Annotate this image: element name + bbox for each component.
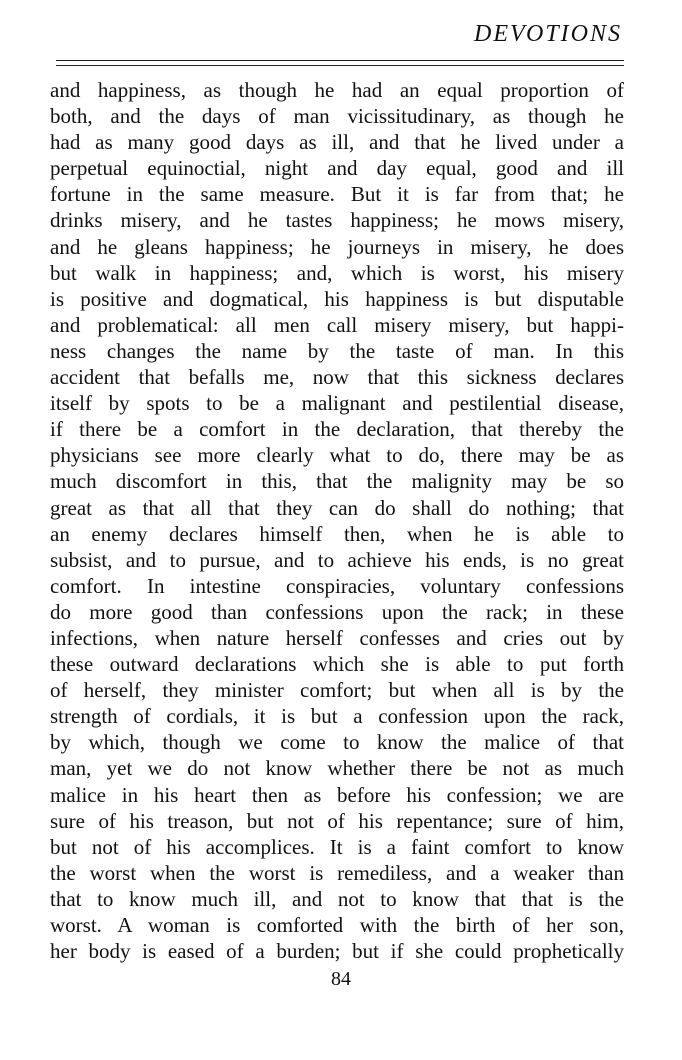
text-line: comfort. In intestine conspiracies, voluntary confessions — [50, 573, 624, 598]
header-rule-thick — [56, 65, 624, 66]
text-line: that to know much ill, and not to know that that is the — [50, 886, 624, 911]
text-line: an enemy declares himself then, when he is able to — [50, 521, 624, 546]
text-line: drinks misery, and he tastes happiness; he mows misery, — [50, 208, 624, 233]
text-line: had as many good days as ill, and that he lived under a — [50, 130, 624, 155]
text-line: malice in his heart then as before his confession; we are — [50, 782, 624, 807]
text-line: strength of cordials, it is but a confession upon the rack, — [50, 704, 624, 729]
text-line: much discomfort in this, that the malignity may be so — [50, 469, 624, 494]
text-line: and happiness, as though he had an equal proportion of — [50, 78, 624, 102]
text-line: of herself, they minister comfort; but when all is by the — [50, 678, 624, 703]
header-rule-thin — [56, 60, 624, 61]
text-line: man, yet we do not know whether there be not as much — [50, 756, 624, 781]
text-line: worst. A woman is comforted with the birth of her son, — [50, 913, 624, 937]
text-line: physicians see more clearly what to do, there may be as — [50, 443, 624, 468]
text-line: ness changes the name by the taste of man. In this — [50, 338, 624, 363]
text-line: and he gleans happiness; he journeys in misery, he does — [50, 234, 624, 259]
text-line: by which, though we come to know the malice of that — [50, 730, 624, 755]
text-line: subsist, and to pursue, and to achieve his ends, is no great — [50, 547, 624, 572]
text-line: both, and the days of man vicissitudinary, as though he — [50, 104, 624, 129]
text-line: the worst when the worst is remediless, and a weaker than — [50, 860, 624, 885]
text-line: if there be a comfort in the declaration, that thereby the — [50, 417, 624, 442]
text-line: but not of his accomplices. It is a faint comfort to know — [50, 834, 624, 859]
page-number: 84 — [331, 968, 351, 990]
text-line: her body is eased of a burden; but if she could prophetically — [50, 939, 624, 964]
text-line: fortune in the same measure. But it is far from that; he — [50, 182, 624, 207]
text-line: itself by spots to be a malignant and pestilential disease, — [50, 391, 624, 416]
text-line: accident that befalls me, now that this sickness declares — [50, 365, 624, 390]
text-line: sure of his treason, but not of his repentance; sure of him, — [50, 808, 624, 833]
text-line: perpetual equinoctial, night and day equal, good and ill — [50, 156, 624, 181]
body-text — [50, 77, 624, 964]
text-line: infections, when nature herself confesses and cries out by — [50, 625, 624, 650]
running-head-title: DEVOTIONS — [474, 21, 622, 47]
text-line: is positive and dogmatical, his happiness is but disputable — [50, 286, 624, 311]
text-line: great as that all that they can do shall do nothing; that — [50, 495, 624, 520]
text-line: and problematical: all men call misery misery, but happi- — [50, 312, 624, 337]
text-line: but walk in happiness; and, which is worst, his misery — [50, 260, 624, 285]
text-line: do more good than confessions upon the rack; in these — [50, 599, 624, 624]
text-line: these outward declarations which she is able to put forth — [50, 652, 624, 677]
